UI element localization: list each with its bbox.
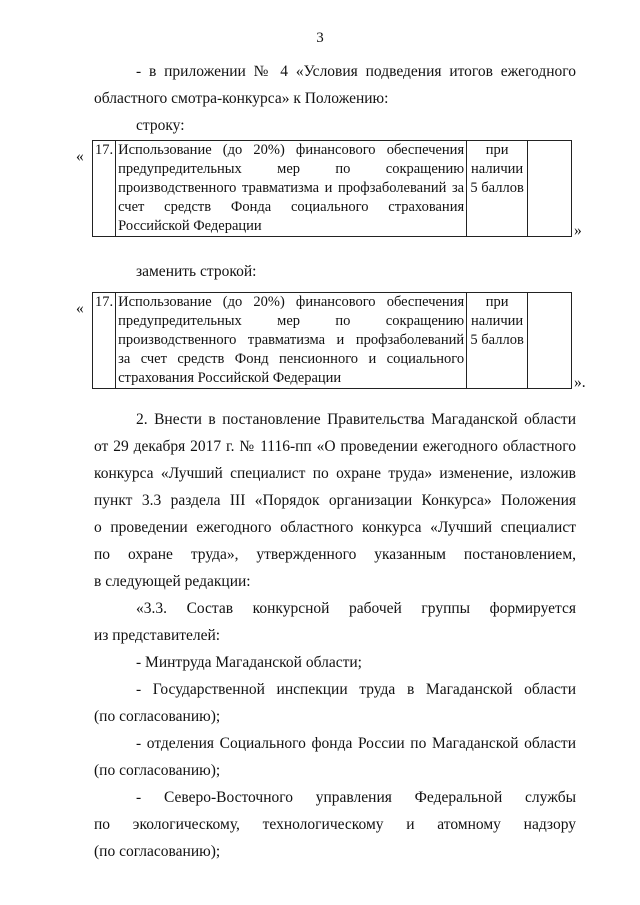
list-item-cont: (по согласованию); [94,708,221,725]
clause-line-2: из представителей: [94,627,221,644]
desc-line: Российской Федерации [118,218,262,234]
list-item-cont: (по согласованию); [94,762,221,779]
new-row-table [92,292,572,389]
item2-line: конкурса «Лучший специалист по охране труда» изменение, изложив [94,465,576,482]
item2-line: от 29 декабря 2017 г. № 1116-пп «О проведении ежегодного областного [94,438,576,455]
list-item-cont: по экологическому, технологическому и атомному надзору [94,816,576,833]
close-quote: » [574,222,582,239]
old-row-table [92,140,572,237]
item2-line: о проведении ежегодного областного конкурса «Лучший специалист [94,519,576,536]
score-line: наличии [471,313,524,329]
desc-line: Использование (до 20%) финансового обеспечения [118,294,465,310]
table-row [93,293,572,389]
item2-line: 2. Внести в постановление Правительства Магаданской области [136,411,576,428]
row-description [116,293,467,389]
page-number: 3 [316,30,324,46]
close-quote: ». [574,374,586,391]
desc-line: производственного травматизма и профзаболеваний [118,332,465,348]
desc-line: Использование (до 20%) финансового обеспечения [118,142,465,158]
open-quote: « [76,148,84,165]
clause-line-1: «3.3. Состав конкурсной рабочей группы формируется [136,600,576,617]
list-item-cont: (по согласованию); [94,843,221,860]
list-item: - Государственной инспекции труда в Магаданской области [136,681,576,698]
replace-label: заменить строкой: [136,263,257,280]
desc-line: страхования Российской Федерации [118,370,342,386]
row-label: строку: [136,117,185,134]
score-line: 5 баллов [470,332,524,348]
row-score [467,293,528,389]
score-line: при [485,294,509,310]
intro-line-1: - в приложении № 4 «Условия подведения итогов ежегодного [136,63,576,80]
row-number: 17. [93,293,116,389]
intro-line-2: областного смотра-конкурса» к Положению: [94,90,389,107]
row-score [467,141,528,237]
empty-cell [528,141,572,237]
row-number: 17. [93,141,116,237]
table-row [93,141,572,237]
list-item: - отделения Социального фонда России по Магаданской области [136,735,576,752]
empty-cell [528,293,572,389]
desc-line: за счет средств Фонд пенсионного и социального [118,351,465,367]
desc-line: производственного травматизма и профзаболеваний за [118,180,465,196]
desc-line: счет средств Фонда социального страхования [118,199,465,215]
item2-line: пункт 3.3 раздела III «Порядок организации Конкурса» Положения [94,492,576,509]
score-line: при [485,142,509,158]
row-description [116,141,467,237]
item2-line: по охране труда», утвержденного указанным постановлением, [94,546,576,563]
item2-line: в следующей редакции: [94,573,251,590]
list-item: - Минтруда Магаданской области; [136,654,362,671]
open-quote: « [76,300,84,317]
list-item: - Северо-Восточного управления Федеральной службы [136,789,576,806]
score-line: 5 баллов [470,180,524,196]
score-line: наличии [471,161,524,177]
desc-line: предупредительных мер по сокращению [118,313,465,329]
desc-line: предупредительных мер по сокращению [118,161,465,177]
